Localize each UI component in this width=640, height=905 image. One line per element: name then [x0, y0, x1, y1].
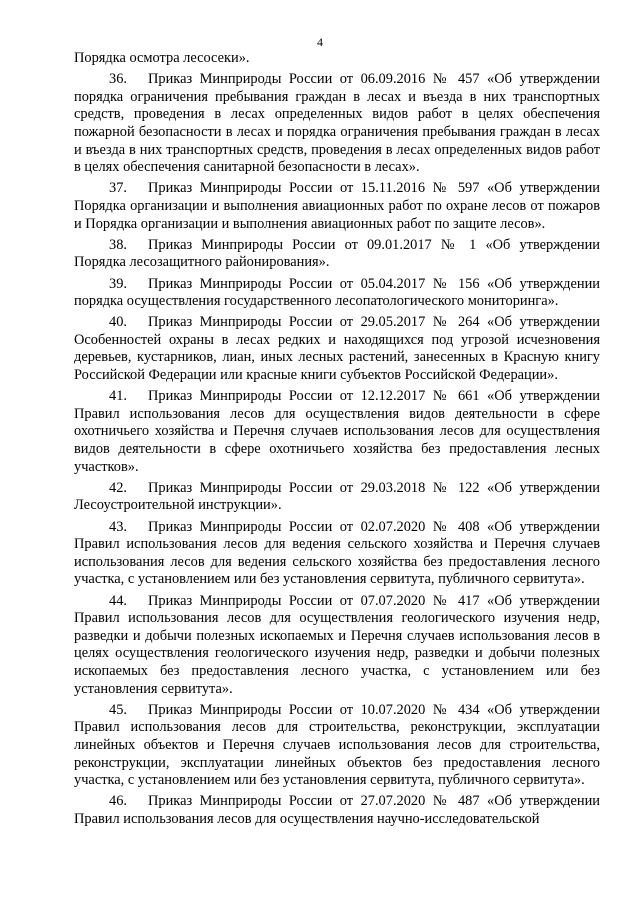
item-text: Приказ Минприроды России от 29.03.2018 № 122 «Об утверждении Лесоустроительной инструкции». — [74, 479, 600, 514]
item-text: Приказ Минприроды России от 12.12.2017 № 661 «Об утверждении Правил использования лесов для осуществления видов деятельности в сфере охотничьего хозяйства и Перечня случаев использования лесов для осуществления видов деятельности в сфере охотничьего хозяйства без предоставления лесных участков». — [74, 388, 600, 475]
item-number: 42. — [109, 479, 127, 496]
list-item-43 — [74, 519, 600, 589]
list-item-37 — [74, 180, 600, 233]
list-item-40 — [74, 314, 600, 384]
list-item-38 — [74, 237, 600, 272]
item-number: 37. — [109, 180, 127, 197]
page-number: 4 — [317, 35, 323, 49]
item-number: 43. — [109, 518, 127, 535]
item-text: Приказ Минприроды России от 05.04.2017 № 156 «Об утверждении порядка осуществления государственного лесопатологического мониторинга». — [74, 275, 600, 310]
item-number: 44. — [109, 592, 127, 609]
item-text: Приказ Минприроды России от 07.07.2020 № 417 «Об утверждении Правил использования лесов для осуществления геологического изучения недр, разведки и добычи полезных ископаемых и Перечня случаев использования лесов в целях осуществления геологического изучения недр, разведки и добычи полезных ископаемых без предоставления лесного участка, с установлением или без установления сервитута». — [74, 592, 600, 697]
item-number: 40. — [109, 314, 127, 331]
item-text: Приказ Минприроды России от 06.09.2016 № 457 «Об утверждении порядка ограничения пребывания граждан в лесах и въезда в них транспортных средств, проведения в лесах определенных видов работ в целях обеспечения пожарной безопасности в лесах и порядка ограничения пребывания граждан в лесах и въезда в них транспортных средств, проведения в лесах определенных видов работ в целях обеспечения санитарной безопасности в лесах». — [74, 71, 600, 176]
item-text: Приказ Минприроды России от 02.07.2020 № 408 «Об утверждении Правил использования лесов для ведения сельского хозяйства и Перечня случаев использования лесов для ведения сельского хозяйства без предоставления лесного участка, с установлением или без установления сервитута, публичного сервитута». — [74, 518, 600, 588]
item-number: 38. — [109, 236, 127, 253]
list-item-39 — [74, 276, 600, 311]
item-text: Приказ Минприроды России от 09.01.2017 № 1 «Об утверждении Порядка лесозащитного районирования». — [74, 236, 600, 271]
item-number: 41. — [109, 388, 127, 405]
item-number: 39. — [109, 275, 127, 292]
list-item-45 — [74, 702, 600, 790]
item-text: Приказ Минприроды России от 29.05.2017 № 264 «Об утверждении Особенностей охраны в лесах редких и находящихся под угрозой исчезновения деревьев, кустарников, лиан, иных лесных растений, занесенных в Красную книгу Российской Федерации или красные книги субъектов Российской Федерации». — [74, 314, 600, 384]
document-body — [74, 50, 600, 832]
continued-paragraph: Порядка осмотра лесосеки». — [74, 50, 250, 66]
list-item-36 — [74, 71, 600, 177]
item-text: Приказ Минприроды России от 10.07.2020 № 434 «Об утверждении Правил использования лесов для строительства, реконструкции, эксплуатации линейных объектов и Перечня случаев использования лесов для строительства, реконструкции, эксплуатации линейных объектов без предоставления лесного участка, с установлением или без установления сервитута, публичного сервитута». — [74, 701, 600, 789]
list-item-44 — [74, 593, 600, 699]
list-item-41 — [74, 388, 600, 476]
item-text: Приказ Минприроды России от 15.11.2016 № 597 «Об утверждении Порядка организации и выполнения авиационных работ по охране лесов от пожаров и Порядка организации и выполнения авиационных работ по защите лесов». — [74, 180, 600, 232]
item-number: 45. — [109, 701, 127, 718]
list-item-42 — [74, 480, 600, 515]
list-item-46 — [74, 793, 600, 828]
item-number: 36. — [109, 71, 127, 88]
item-number: 46. — [109, 793, 127, 810]
item-text: Приказ Минприроды России от 27.07.2020 № 487 «Об утверждении Правил использования лесов для осуществления научно-исследовательской — [74, 793, 600, 827]
